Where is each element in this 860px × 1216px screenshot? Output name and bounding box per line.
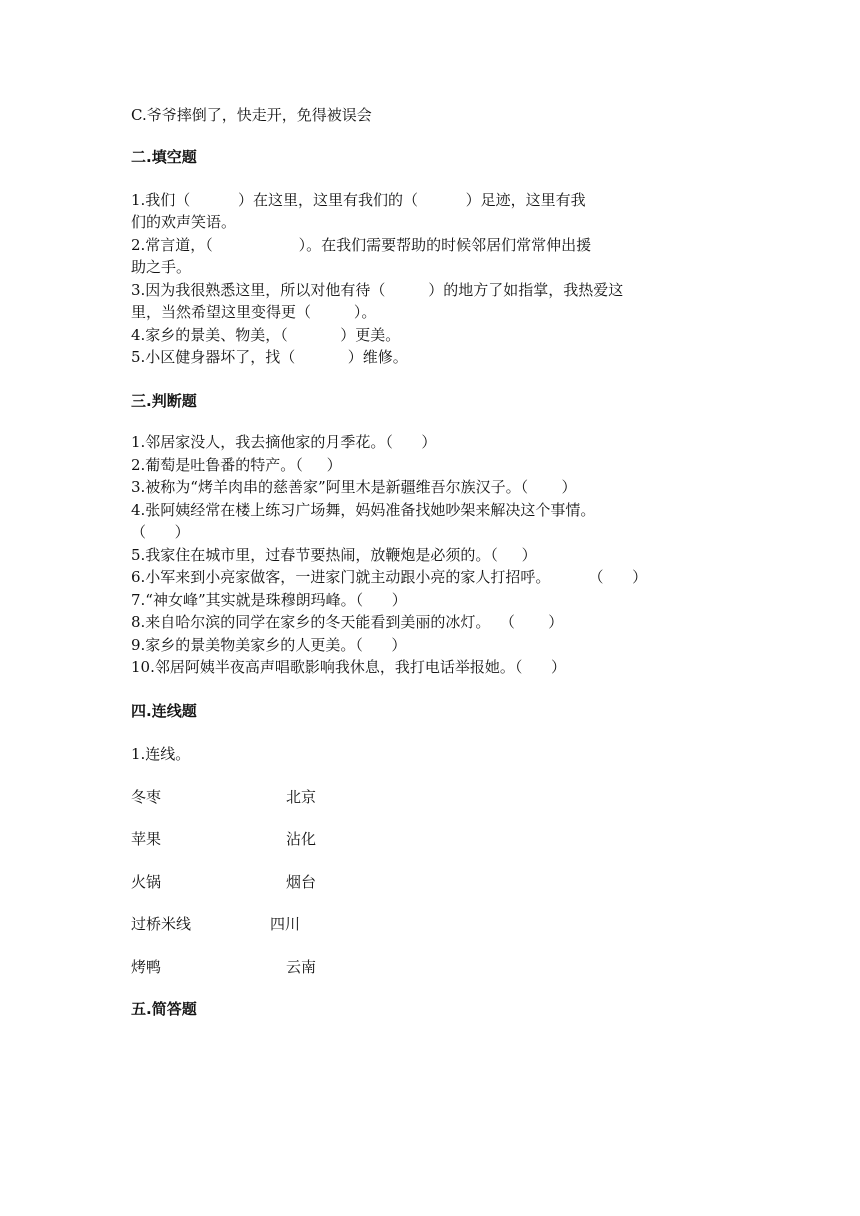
fill-line: 1.我们（ ）在这里，这里有我们的（ ）足迹，这里有我 [131,191,586,209]
previous-option-c: C.爷爷摔倒了，快走开，免得被误会 [131,106,372,124]
judge-line: 7.“神女峰”其实就是珠穆朗玛峰。（ ） [131,591,407,609]
judge-line: 1.邻居家没人，我去摘他家的月季花。（ ） [131,433,437,451]
judge-line: 5.我家住在城市里，过春节要热闹，放鞭炮是必须的。（ ） [131,546,537,564]
match-left-item: 冬枣 [131,788,162,806]
section-heading-short-answer: 五.简答题 [131,1000,197,1018]
fill-line: 助之手。 [131,258,192,276]
fill-line: 里，当然希望这里变得更（ ）。 [131,303,377,321]
match-right-item: 云南 [286,958,317,976]
judge-line: 3.被称为“烤羊肉串的慈善家”阿里木是新疆维吾尔族汉子。（ ） [131,478,577,496]
match-right-item: 四川 [270,915,301,933]
fill-line: 3.因为我很熟悉这里，所以对他有待（ ）的地方了如指掌，我热爱这 [131,281,624,299]
judge-line: （ ） [131,523,190,541]
judge-line: 2.葡萄是吐鲁番的特产。（ ） [131,456,342,474]
fill-line: 2.常言道，（ ）。在我们需要帮助的时候邻居们常常伸出援 [131,236,592,254]
judge-line: 8.来自哈尔滨的同学在家乡的冬天能看到美丽的冰灯。 （ ） [131,613,564,631]
fill-line: 们的欢声笑语。 [131,213,237,231]
match-left-item: 火锅 [131,873,162,891]
match-left-item: 烤鸭 [131,958,162,976]
match-left-item: 苹果 [131,830,162,848]
match-right-item: 北京 [286,788,317,806]
match-right-item: 烟台 [286,873,317,891]
judge-line: 10.邻居阿姨半夜高声唱歌影响我休息，我打电话举报她。（ ） [131,658,566,676]
match-left-item: 过桥米线 [131,915,192,933]
match-prompt: 1.连线。 [131,745,191,763]
match-right-item: 沾化 [286,830,317,848]
section-heading-judge: 三.判断题 [131,392,197,410]
section-heading-match: 四.连线题 [131,702,197,720]
fill-line: 4.家乡的景美、物美，（ ）更美。 [131,326,401,344]
section-heading-fill: 二.填空题 [131,148,197,166]
judge-line: 4.张阿姨经常在楼上练习广场舞，妈妈准备找她吵架来解决这个事情。 [131,501,596,519]
judge-line: 6.小军来到小亮家做客，一进家门就主动跟小亮的家人打招呼。 （ ） [131,568,648,586]
fill-line: 5.小区健身器坏了，找（ ）维修。 [131,348,408,366]
judge-line: 9.家乡的景美物美家乡的人更美。（ ） [131,636,407,654]
